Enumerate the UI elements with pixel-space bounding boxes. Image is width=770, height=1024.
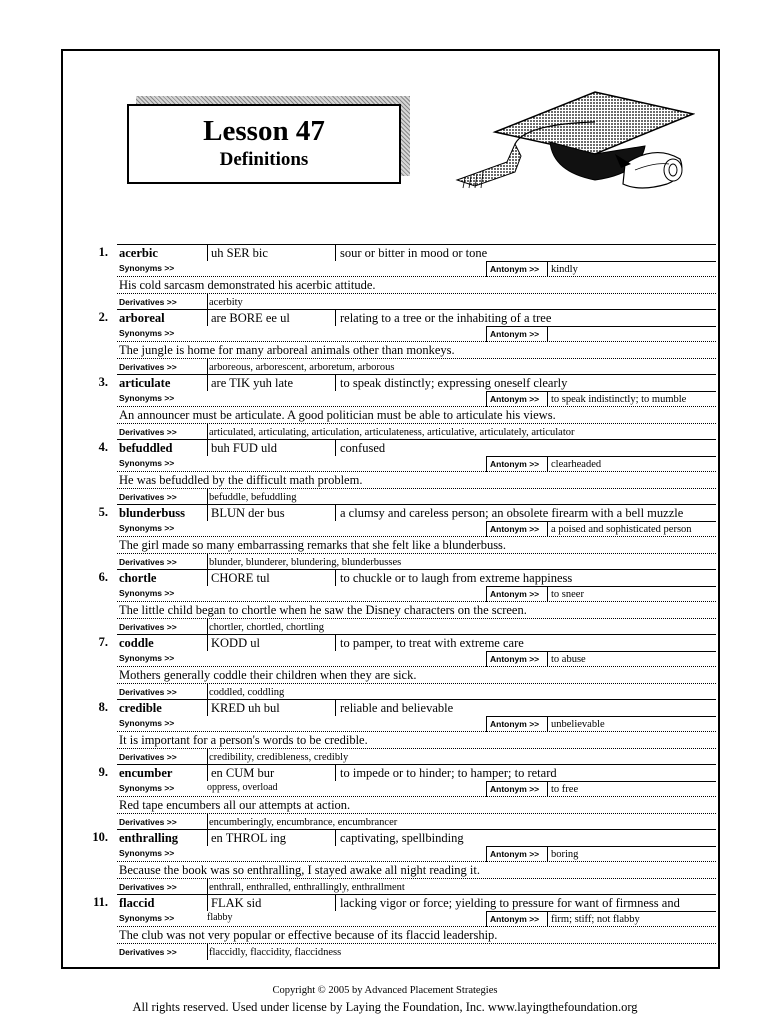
entry-sentence: He was befuddled by the difficult math problem.: [119, 473, 363, 487]
entry-sentence: The jungle is home for many arboreal animals other than monkeys.: [119, 343, 455, 357]
entry-synonyms: flabby: [207, 912, 233, 923]
entry-antonym: kindly: [547, 261, 716, 277]
entry-synonym-row: [117, 780, 716, 796]
footer-copyright: Copyright © 2005 by Advanced Placement Strategies: [272, 985, 498, 996]
derivatives-label: Derivatives >>: [119, 492, 177, 502]
entry-word: encumber: [119, 766, 173, 780]
entry-definition: sour or bitter in mood or tone: [335, 245, 716, 261]
entry-sentence-row: [117, 471, 716, 489]
entry-derivatives: acerbity: [207, 294, 716, 310]
entry-number: 2.: [98, 310, 108, 324]
entry-sentence: His cold sarcasm demonstrated his acerbic attitude.: [119, 278, 376, 292]
synonyms-label: Synonyms >>: [119, 913, 175, 923]
entry-definition: to chuckle or to laugh from extreme happiness: [335, 570, 716, 586]
vocab-entry: [72, 764, 716, 829]
entry-number: 9.: [98, 765, 108, 779]
footer-rights: All rights reserved. Used under license by Laying the Foundation, Inc. www.layingthefoundation.org: [132, 1000, 638, 1014]
entry-derivatives: credibility, credibleness, credibly: [207, 749, 716, 765]
entry-number: 5.: [98, 505, 108, 519]
entry-sentence: Red tape encumbers all our attempts at action.: [119, 798, 351, 812]
entry-pronunciation: uh SER bic: [207, 245, 333, 261]
antonym-label: Antonym >>: [490, 329, 540, 339]
entry-header-row: [117, 699, 716, 716]
graduation-cap-icon: [455, 84, 695, 194]
entry-antonym: clearheaded: [547, 456, 716, 472]
antonym-label: Antonym >>: [490, 394, 540, 404]
entry-pronunciation: KODD ul: [207, 635, 333, 651]
entry-pronunciation: are BORE ee ul: [207, 310, 333, 326]
entry-derivatives-row: [117, 358, 716, 375]
entry-pronunciation: BLUN der bus: [207, 505, 333, 521]
vocab-entry: [72, 244, 716, 309]
entry-header-row: [117, 894, 716, 911]
synonyms-label: Synonyms >>: [119, 588, 175, 598]
vocab-entry: [72, 569, 716, 634]
entry-header-row: [117, 634, 716, 651]
vocab-entry: [72, 829, 716, 894]
synonyms-label: Synonyms >>: [119, 848, 175, 858]
entry-number: 10.: [92, 830, 108, 844]
antonym-label: Antonym >>: [490, 459, 540, 469]
entry-sentence-row: [117, 731, 716, 749]
entry-header-row: [117, 374, 716, 391]
antonym-label: Antonym >>: [490, 784, 540, 794]
entry-antonym: to abuse: [547, 651, 716, 667]
antonym-label: Antonym >>: [490, 654, 540, 664]
derivatives-label: Derivatives >>: [119, 817, 177, 827]
vocab-entry: [72, 439, 716, 504]
entry-word: blunderbuss: [119, 506, 186, 520]
entry-synonym-row: [117, 455, 716, 471]
entry-derivatives-row: [117, 618, 716, 635]
entry-sentence-row: [117, 536, 716, 554]
entry-word: befuddled: [119, 441, 173, 455]
entry-antonym: to sneer: [547, 586, 716, 602]
entry-number: 7.: [98, 635, 108, 649]
entry-sentence-row: [117, 861, 716, 879]
entry-sentence-row: [117, 601, 716, 619]
entry-pronunciation: CHORE tul: [207, 570, 333, 586]
synonyms-label: Synonyms >>: [119, 263, 175, 273]
derivatives-label: Derivatives >>: [119, 427, 177, 437]
entry-sentence: The little child began to chortle when he saw the Disney characters on the screen.: [119, 603, 527, 617]
entry-definition: lacking vigor or force; yielding to pressure for want of firmness and: [335, 895, 716, 911]
entry-header-row: [117, 244, 716, 261]
entry-number: 8.: [98, 700, 108, 714]
vocabulary-table: [72, 244, 716, 959]
entry-word: articulate: [119, 376, 171, 390]
derivatives-label: Derivatives >>: [119, 882, 177, 892]
entry-sentence-row: [117, 926, 716, 944]
entry-definition: a clumsy and careless person; an obsolete firearm with a bell muzzle: [335, 505, 716, 521]
entry-pronunciation: buh FUD uld: [207, 440, 333, 456]
entry-derivatives-row: [117, 748, 716, 765]
entry-pronunciation: en THROL ing: [207, 830, 333, 846]
entry-derivatives-row: [117, 423, 716, 440]
derivatives-label: Derivatives >>: [119, 557, 177, 567]
vocab-entry: [72, 634, 716, 699]
entry-word: coddle: [119, 636, 154, 650]
derivatives-label: Derivatives >>: [119, 687, 177, 697]
derivatives-label: Derivatives >>: [119, 297, 177, 307]
synonyms-label: Synonyms >>: [119, 393, 175, 403]
entry-header-row: [117, 309, 716, 326]
synonyms-label: Synonyms >>: [119, 653, 175, 663]
entry-synonym-row: [117, 520, 716, 536]
entry-sentence: Because the book was so enthralling, I stayed awake all night reading it.: [119, 863, 481, 877]
entry-derivatives-row: [117, 488, 716, 505]
vocab-entry: [72, 374, 716, 439]
entry-derivatives: blunder, blunderer, blundering, blunderbusses: [207, 554, 716, 570]
entry-word: credible: [119, 701, 162, 715]
entry-derivatives: coddled, coddling: [207, 684, 716, 700]
entry-derivatives: chortler, chortled, chortling: [207, 619, 716, 635]
entry-derivatives-row: [117, 813, 716, 830]
entry-antonym: to free: [547, 781, 716, 797]
synonyms-label: Synonyms >>: [119, 328, 175, 338]
antonym-label: Antonym >>: [490, 849, 540, 859]
entry-pronunciation: are TIK yuh late: [207, 375, 333, 391]
synonyms-label: Synonyms >>: [119, 458, 175, 468]
entry-definition: reliable and believable: [335, 700, 716, 716]
entry-antonym: [547, 326, 716, 342]
entry-word: enthralling: [119, 831, 179, 845]
vocab-entry: [72, 504, 716, 569]
entry-synonym-row: [117, 325, 716, 341]
entry-derivatives: enthrall, enthralled, enthrallingly, enthrallment: [207, 879, 716, 895]
entry-definition: relating to a tree or the inhabiting of a tree: [335, 310, 716, 326]
entry-synonym-row: [117, 390, 716, 406]
entry-word: acerbic: [119, 246, 158, 260]
entry-derivatives-row: [117, 943, 716, 960]
entry-synonym-row: [117, 910, 716, 926]
entry-number: 3.: [98, 375, 108, 389]
synonyms-label: Synonyms >>: [119, 718, 175, 728]
entry-derivatives-row: [117, 293, 716, 310]
entry-sentence-row: [117, 406, 716, 424]
entry-header-row: [117, 439, 716, 456]
entry-sentence-row: [117, 796, 716, 814]
entry-antonym: boring: [547, 846, 716, 862]
derivatives-label: Derivatives >>: [119, 362, 177, 372]
entry-header-row: [117, 569, 716, 586]
entry-header-row: [117, 764, 716, 781]
entry-definition: to speak distinctly; expressing oneself clearly: [335, 375, 716, 391]
lesson-title: Lesson 47: [203, 115, 325, 147]
entry-word: arboreal: [119, 311, 165, 325]
antonym-label: Antonym >>: [490, 524, 540, 534]
entry-number: 11.: [93, 895, 108, 909]
entry-number: 6.: [98, 570, 108, 584]
vocab-entry: [72, 699, 716, 764]
entry-derivatives-row: [117, 683, 716, 700]
entry-definition: to pamper, to treat with extreme care: [335, 635, 716, 651]
entry-pronunciation: KRED uh bul: [207, 700, 333, 716]
entry-synonym-row: [117, 845, 716, 861]
antonym-label: Antonym >>: [490, 589, 540, 599]
entry-synonyms: oppress, overload: [207, 782, 278, 793]
entry-derivatives: befuddle, befuddling: [207, 489, 716, 505]
entry-pronunciation: FLAK sid: [207, 895, 333, 911]
entry-derivatives-row: [117, 878, 716, 895]
entry-derivatives: flaccidly, flaccidity, flaccidness: [207, 944, 716, 960]
entry-sentence: The girl made so many embarrassing remarks that she felt like a blunderbuss.: [119, 538, 507, 552]
entry-definition: to impede or to hinder; to hamper; to retard: [335, 765, 716, 781]
entry-synonym-row: [117, 585, 716, 601]
entry-sentence-row: [117, 666, 716, 684]
title-box: [127, 104, 401, 184]
derivatives-label: Derivatives >>: [119, 752, 177, 762]
entry-synonym-row: [117, 715, 716, 731]
entry-sentence-row: [117, 276, 716, 294]
entry-word: flaccid: [119, 896, 155, 910]
synonyms-label: Synonyms >>: [119, 523, 175, 533]
lesson-subtitle: Definitions: [219, 149, 309, 170]
entry-antonym: to speak indistinctly; to mumble: [547, 391, 716, 407]
entry-derivatives-row: [117, 553, 716, 570]
entry-antonym: a poised and sophisticated person: [547, 521, 716, 537]
entry-synonym-row: [117, 650, 716, 666]
entry-number: 4.: [98, 440, 108, 454]
entry-derivatives: arboreous, arborescent, arboretum, arborous: [207, 359, 716, 375]
entry-header-row: [117, 829, 716, 846]
entry-definition: captivating, spellbinding: [335, 830, 716, 846]
antonym-label: Antonym >>: [490, 914, 540, 924]
vocab-entry: [72, 894, 716, 959]
entry-sentence: An announcer must be articulate. A good politician must be able to articulate his views.: [119, 408, 556, 422]
antonym-label: Antonym >>: [490, 264, 540, 274]
entry-definition: confused: [335, 440, 716, 456]
entry-number: 1.: [98, 245, 108, 259]
entry-word: chortle: [119, 571, 157, 585]
entry-derivatives: encumberingly, encumbrance, encumbrancer: [207, 814, 716, 830]
entry-sentence: The club was not very popular or effective because of its flaccid leadership.: [119, 928, 498, 942]
entry-antonym: firm; stiff; not flabby: [547, 911, 716, 927]
entry-sentence: Mothers generally coddle their children when they are sick.: [119, 668, 417, 682]
vocab-entry: [72, 309, 716, 374]
entry-header-row: [117, 504, 716, 521]
entry-synonym-row: [117, 260, 716, 276]
entry-sentence-row: [117, 341, 716, 359]
entry-pronunciation: en CUM bur: [207, 765, 333, 781]
derivatives-label: Derivatives >>: [119, 947, 177, 957]
entry-sentence: It is important for a person's words to be credible.: [119, 733, 368, 747]
synonyms-label: Synonyms >>: [119, 783, 175, 793]
entry-antonym: unbelievable: [547, 716, 716, 732]
entry-derivatives: articulated, articulating, articulation, articulateness, articulative, articulately, articulator: [207, 424, 716, 440]
antonym-label: Antonym >>: [490, 719, 540, 729]
derivatives-label: Derivatives >>: [119, 622, 177, 632]
